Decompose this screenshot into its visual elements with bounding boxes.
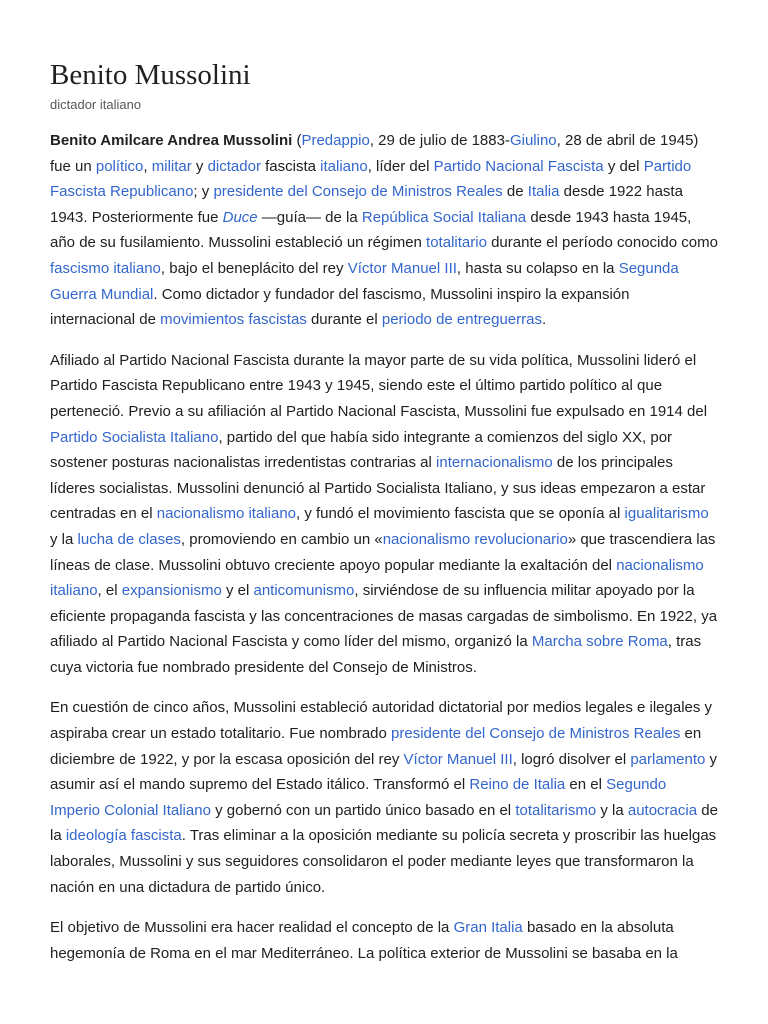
text: , y fundó el movimiento fascista que se oponía al: [296, 505, 625, 523]
text: desde 1943 hasta 1945, año de su fusilamiento. Mussolini estableció un régimen: [50, 208, 692, 252]
link-partido-fascista-republicano[interactable]: Partido Fascista Republicano: [50, 157, 692, 201]
link-militar[interactable]: militar: [151, 157, 192, 175]
link-victor-manuel-iii-2[interactable]: Víctor Manuel III: [403, 750, 513, 768]
text: , el: [97, 582, 122, 600]
link-lucha-de-clases[interactable]: lucha de clases: [77, 530, 181, 548]
text: .: [541, 311, 547, 329]
text: fascista: [260, 157, 321, 175]
text: ,: [143, 157, 152, 175]
text: durante el: [306, 311, 382, 329]
link-reino-de-italia[interactable]: Reino de Italia: [469, 776, 566, 794]
link-internacionalismo[interactable]: internacionalismo: [436, 454, 553, 472]
link-anticomunismo[interactable]: anticomunismo: [253, 582, 355, 600]
text: El objetivo de Mussolini era hacer realidad el concepto de la: [50, 919, 454, 937]
text: , tras cuya victoria fue nombrado presidente del Consejo de Ministros.: [50, 633, 702, 676]
text: , promoviendo en cambio un «: [180, 530, 383, 548]
paragraph-1: [50, 128, 718, 333]
text: desde 1922 hasta 1943. Posteriormente fue: [50, 183, 683, 226]
link-politico[interactable]: político: [95, 157, 144, 175]
text: , bajo el beneplácito del rey: [160, 259, 348, 277]
link-predappio[interactable]: Predappio: [301, 132, 370, 149]
link-periodo-entreguerras[interactable]: periodo de entreguerras: [381, 311, 542, 329]
link-totalitarismo[interactable]: totalitarismo: [515, 801, 597, 819]
link-expansionismo[interactable]: expansionismo: [121, 582, 222, 600]
text: y gobernó con un partido único basado en el: [210, 801, 516, 819]
text: ; y: [193, 183, 214, 201]
text: , hasta su colapso en la: [456, 259, 619, 277]
link-gran-italia[interactable]: Gran Italia: [453, 919, 523, 937]
link-nacionalismo-italiano[interactable]: nacionalismo italiano: [156, 505, 296, 523]
text: —guía— de la: [257, 208, 362, 226]
text: Afiliado al Partido Nacional Fascista durante la mayor parte de su vida política, Mussolini lideró el Partido Fascista Republicano entre 1943 y 1945, siendo este el último partido político al que perteneció. Previo a su afiliación al Partido Nacional Fascista, Mussolini fue expulsado en 1914 del: [50, 351, 708, 420]
text: en diciembre de 1922, y por la escasa oposición del rey: [50, 725, 702, 768]
text: en el: [565, 776, 607, 794]
text: y el: [221, 582, 254, 600]
link-italiano[interactable]: italiano: [320, 157, 368, 175]
text: , líder del: [367, 157, 434, 175]
link-igualitarismo[interactable]: igualitarismo: [624, 505, 709, 523]
text: y: [191, 157, 208, 175]
link-republica-social-italiana[interactable]: República Social Italiana: [361, 208, 527, 226]
text: (: [292, 132, 302, 149]
link-duce[interactable]: Duce: [222, 208, 258, 226]
text: y asumir así el mando supremo del Estado itálico. Transformó el: [50, 750, 718, 794]
text: » que trascendiera las líneas de clase. Mussolini obtuvo creciente apoyo popular mediante la exaltación del: [50, 530, 716, 574]
text: basado en la absoluta hegemonía de Roma en el mar Mediterráneo. La política exterior de Mussolini se basaba en la: [50, 919, 678, 962]
page-subtitle: dictador italiano: [50, 97, 142, 112]
link-partido-socialista-italiano[interactable]: Partido Socialista Italiano: [50, 428, 219, 446]
subject-name: Benito Amilcare Andrea Mussolini: [50, 132, 293, 149]
text: , partido del que había sido integrante a comienzos del siglo XX, por sostener posturas nacionalistas irredentistas contrarias al: [50, 428, 673, 472]
link-nacionalismo-italiano-2[interactable]: nacionalismo italiano: [50, 556, 704, 600]
text: de los principales líderes socialistas. Mussolini denunció al Partido Socialista Italiano, y sus ideas empezaron a estar centradas en el: [50, 454, 706, 523]
link-nacionalismo-revolucionario[interactable]: nacionalismo revolucionario: [382, 530, 568, 548]
link-fascismo-italiano[interactable]: fascismo italiano: [50, 259, 161, 277]
link-presidente-consejo-2[interactable]: presidente del Consejo de Ministros Reales: [391, 725, 681, 743]
text: , sirviéndose de su influencia militar apoyado por la eficiente propaganda fascista y las concentraciones de masas cargadas de simbolismo. En 1922, ya afiliado al Partido Nacional Fascista y como líder del mismo, organizó la: [50, 582, 718, 651]
link-dictador[interactable]: dictador: [207, 157, 261, 175]
text: . Tras eliminar a la oposición mediante su policía secreta y proscribir las huelgas laborales, Mussolini y sus seguidores consolidaron el poder mediante leyes que transformaron la nación en una dictadura de partido único.: [50, 827, 717, 896]
paragraph-4: [50, 915, 718, 966]
text: . Como dictador y fundador del fascismo, Mussolini inspiro la expansión internacional de: [50, 285, 630, 329]
text: de: [502, 183, 528, 201]
link-segunda-guerra-mundial[interactable]: Segunda Guerra Mundial: [50, 259, 679, 303]
link-autocracia[interactable]: autocracia: [627, 801, 698, 819]
link-victor-manuel-iii[interactable]: Víctor Manuel III: [347, 259, 457, 277]
link-movimientos-fascistas[interactable]: movimientos fascistas: [160, 311, 307, 329]
link-segundo-imperio-colonial[interactable]: Segundo Imperio Colonial Italiano: [50, 776, 667, 819]
text: , logró disolver el: [512, 750, 631, 768]
paragraph-3: [50, 695, 718, 900]
link-parlamento[interactable]: parlamento: [630, 750, 706, 768]
text: , 29 de julio de 1883-: [369, 132, 510, 149]
text: y la: [50, 530, 78, 548]
link-marcha-sobre-roma[interactable]: Marcha sobre Roma: [531, 633, 668, 651]
text: y la: [596, 801, 628, 819]
link-totalitario[interactable]: totalitario: [426, 234, 487, 252]
paragraph-2: [50, 348, 718, 681]
page-title: Benito Mussolini: [50, 59, 251, 91]
text: de la: [50, 801, 718, 845]
link-italia[interactable]: Italia: [527, 183, 560, 201]
text: En cuestión de cinco años, Mussolini estableció autoridad dictatorial por medios legales e ilegales y aspiraba crear un estado totalitario. Fue nombrado: [50, 699, 713, 743]
text: y del: [603, 157, 644, 175]
link-ideologia-fascista[interactable]: ideología fascista: [65, 827, 182, 845]
text: , 28 de abril de 1945) fue un: [50, 132, 699, 175]
link-giulino[interactable]: Giulino: [509, 132, 557, 149]
text: durante el período conocido como: [486, 234, 718, 252]
link-partido-nacional-fascista[interactable]: Partido Nacional Fascista: [433, 157, 604, 175]
link-presidente-consejo[interactable]: presidente del Consejo de Ministros Reales: [213, 183, 503, 201]
